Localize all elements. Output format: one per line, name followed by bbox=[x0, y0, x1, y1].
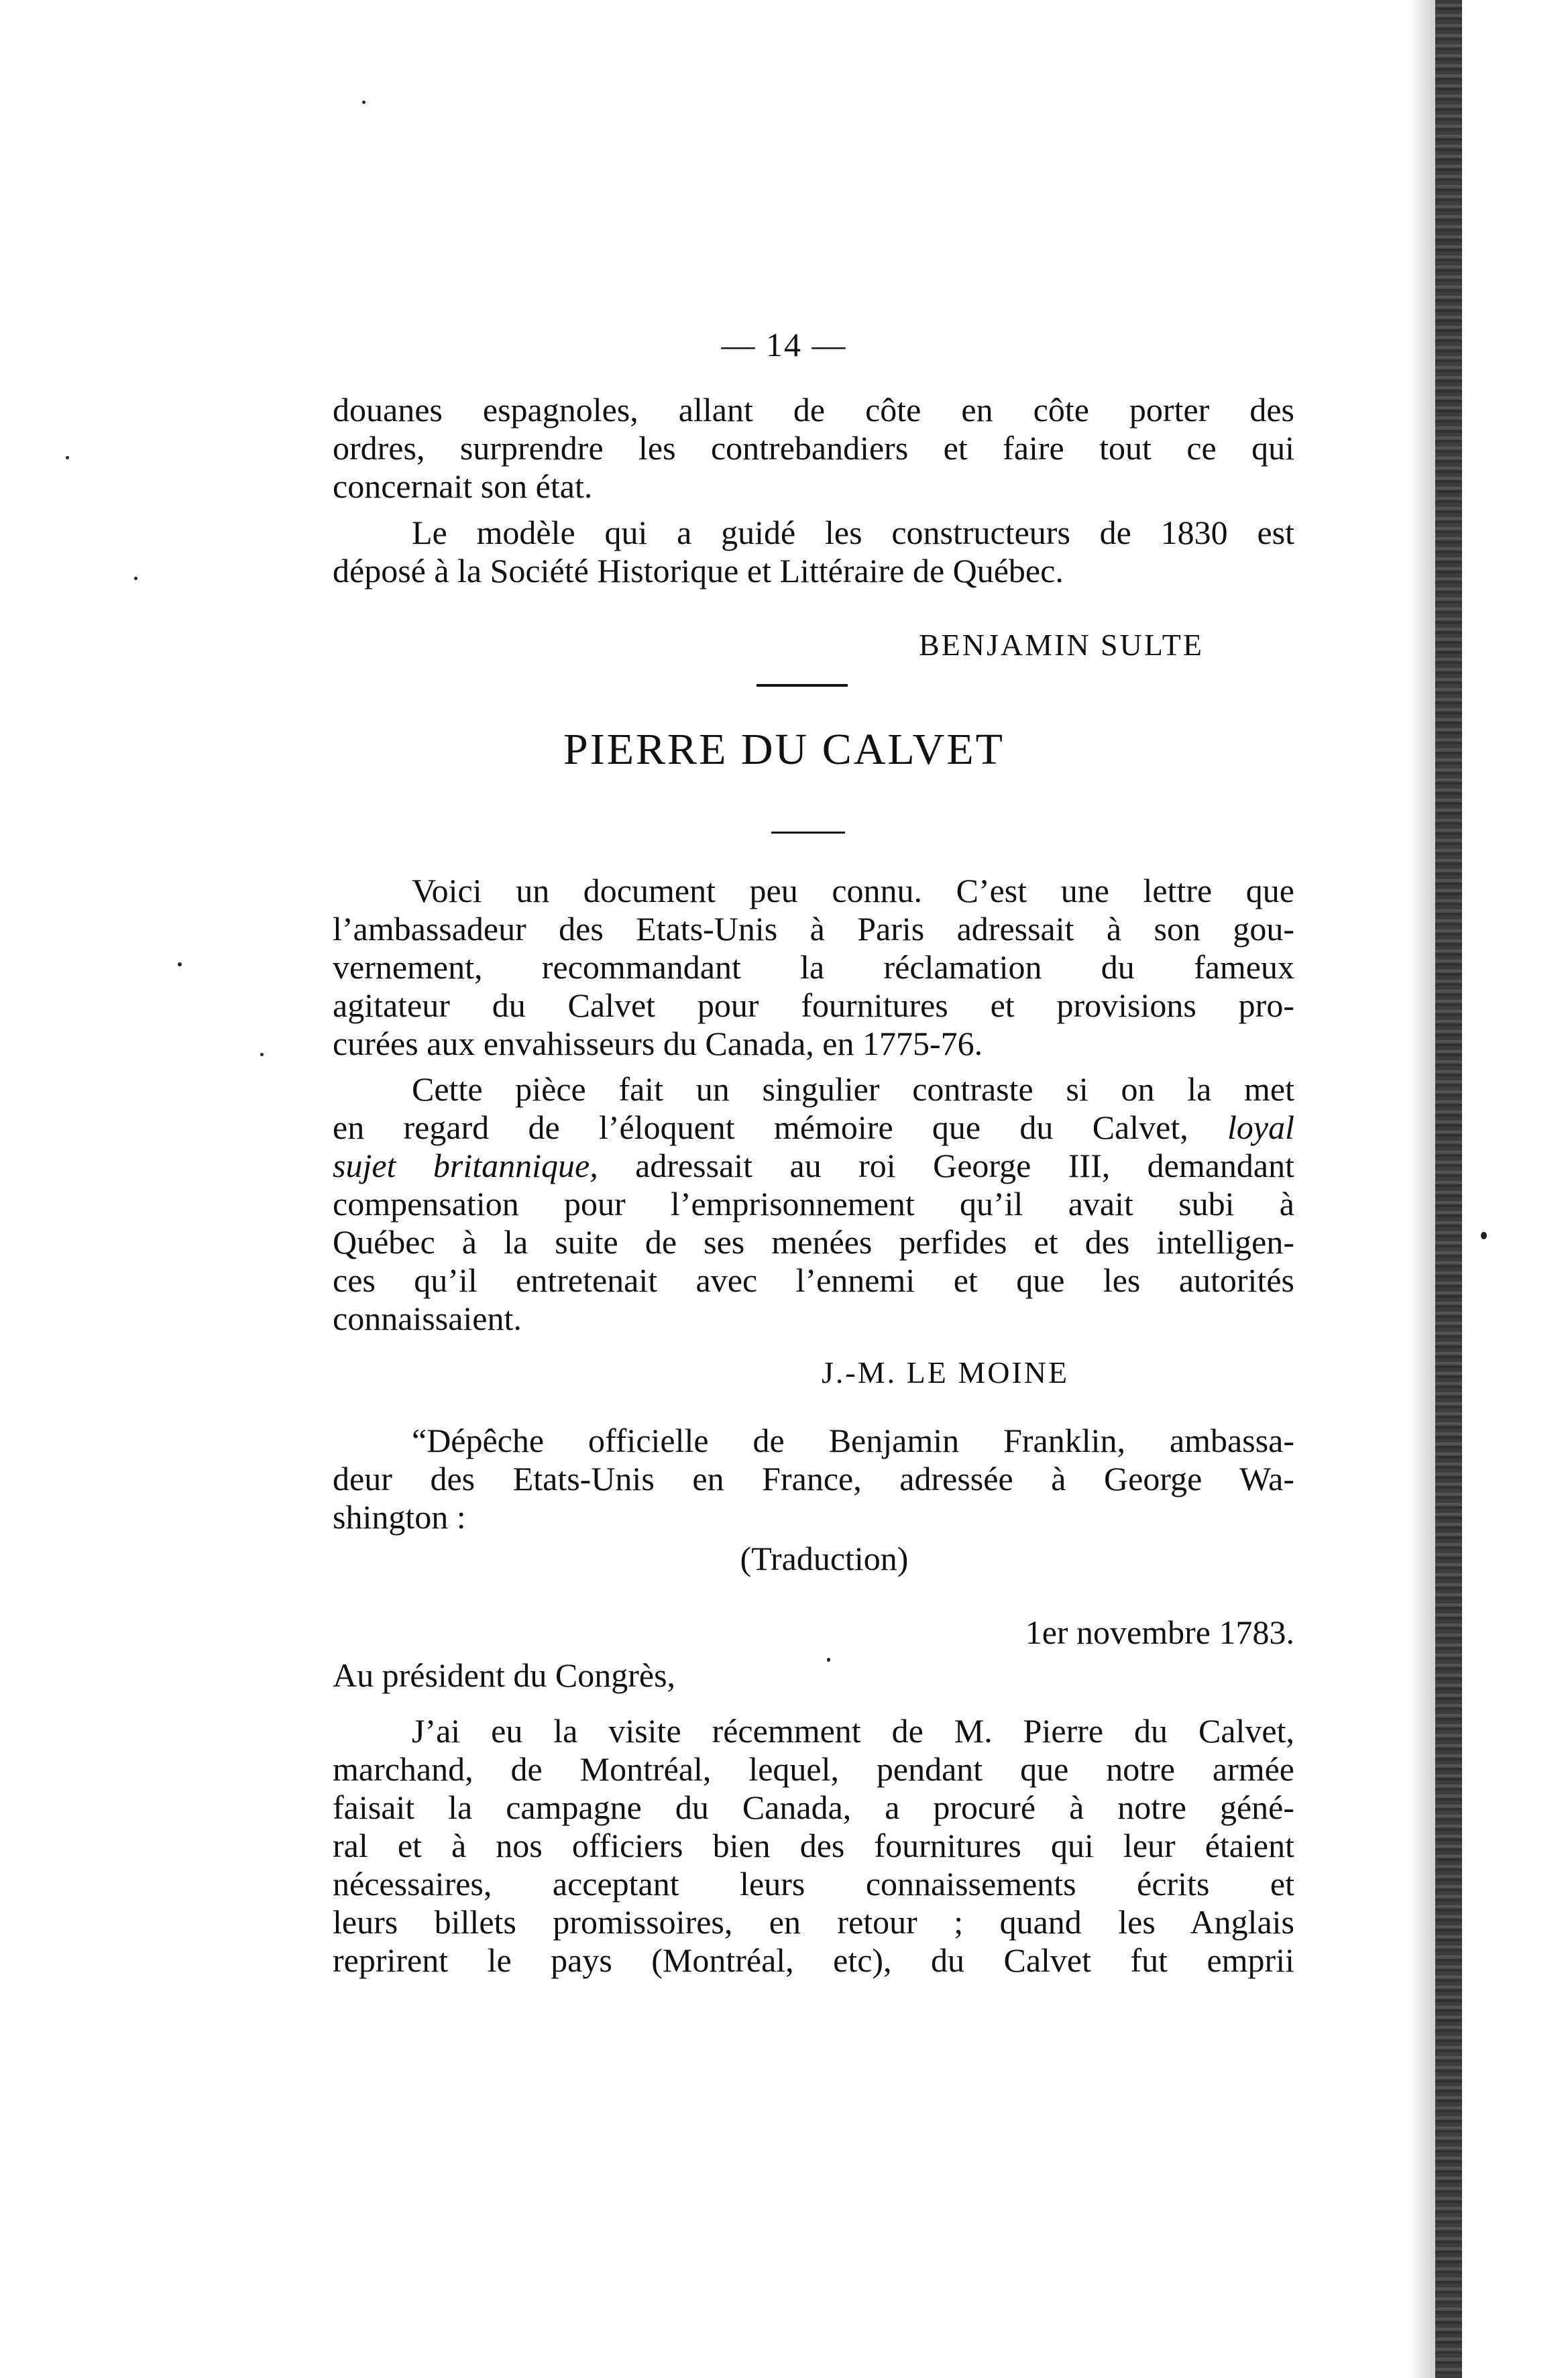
text-line: douanes espagnoles, allant de côte en côte porter des bbox=[333, 391, 1294, 429]
page-number: — 14 — bbox=[721, 326, 847, 363]
text-line: vernement, recommandant la réclamation du fameux bbox=[333, 948, 1294, 986]
text-line: marchand, de Montréal, lequel, pendant que notre armée bbox=[333, 1750, 1294, 1788]
text-fragment: en regard de l’éloquent mémoire que du Calvet, bbox=[333, 1109, 1188, 1146]
scan-speck bbox=[1481, 1232, 1487, 1239]
text-line: curées aux envahisseurs du Canada, en 1775-76. bbox=[333, 1025, 983, 1062]
text-line: connaissaient. bbox=[333, 1300, 522, 1337]
scan-speck bbox=[827, 1658, 830, 1662]
text-line: déposé à la Société Historique et Littéraire de Québec. bbox=[333, 552, 1064, 589]
article-title: PIERRE DU CALVET bbox=[563, 725, 1005, 774]
text-line: faisait la campagne du Canada, a procuré à notre géné- bbox=[333, 1789, 1294, 1826]
scan-speck bbox=[362, 101, 366, 104]
text-fragment: adressait au roi George III, demandant bbox=[635, 1147, 1295, 1184]
text-line: shington : bbox=[333, 1498, 466, 1536]
text-line: l’ambassadeur des Etats-Unis à Paris adressait à son gou- bbox=[333, 910, 1294, 948]
text-line: concernait son état. bbox=[333, 467, 593, 505]
author-signature: BENJAMIN SULTE bbox=[919, 628, 1204, 662]
text-line: compensation pour l’emprisonnement qu’il avait subi à bbox=[333, 1185, 1294, 1223]
text-line: nécessaires, acceptant leurs connaissements écrits et bbox=[333, 1865, 1294, 1903]
text-line: J’ai eu la visite récemment de M. Pierre du Calvet, bbox=[412, 1712, 1294, 1750]
text-line: leurs billets promissoires, en retour ; quand les Anglais bbox=[333, 1903, 1294, 1941]
letter-salutation: Au président du Congrès, bbox=[333, 1656, 676, 1694]
title-divider bbox=[771, 832, 845, 834]
text-line: “Dépêche officielle de Benjamin Franklin, ambassa- bbox=[412, 1422, 1294, 1459]
text-line: ordres, surprendre les contrebandiers et faire tout ce qui bbox=[333, 429, 1294, 467]
translation-note: (Traduction) bbox=[740, 1540, 909, 1577]
section-divider bbox=[757, 684, 848, 687]
text-line: Voici un document peu connu. C’est une lettre que bbox=[412, 872, 1294, 909]
text-line: Le modèle qui a guidé les constructeurs de 1830 est bbox=[412, 514, 1294, 551]
scan-speck bbox=[66, 456, 69, 459]
text-line: agitateur du Calvet pour fournitures et provisions pro- bbox=[333, 986, 1294, 1024]
text-line-with-italic bbox=[333, 1109, 1294, 1146]
text-line: Cette pièce fait un singulier contraste si on la met bbox=[412, 1070, 1294, 1108]
scan-speck bbox=[260, 1053, 264, 1056]
italic-phrase: loyal bbox=[1227, 1109, 1295, 1146]
text-line: ral et à nos officiers bien des fournitures qui leur étaient bbox=[333, 1827, 1294, 1864]
scan-speck bbox=[134, 577, 137, 580]
italic-phrase: sujet britannique, bbox=[333, 1147, 598, 1184]
text-line: ces qu’il entretenait avec l’ennemi et que les autorités bbox=[333, 1261, 1294, 1299]
author-signature: J.-M. LE MOINE bbox=[822, 1355, 1070, 1390]
text-line: deur des Etats-Unis en France, adressée à George Wa- bbox=[333, 1460, 1294, 1497]
letter-date: 1er novembre 1783. bbox=[1025, 1613, 1294, 1651]
text-line: Québec à la suite de ses menées perfides et des intelligen- bbox=[333, 1223, 1294, 1261]
text-line: reprirent le pays (Montréal, etc), du Calvet fut emprii bbox=[333, 1941, 1294, 1979]
scan-speck bbox=[178, 962, 182, 966]
text-line-with-italic bbox=[333, 1147, 1294, 1184]
